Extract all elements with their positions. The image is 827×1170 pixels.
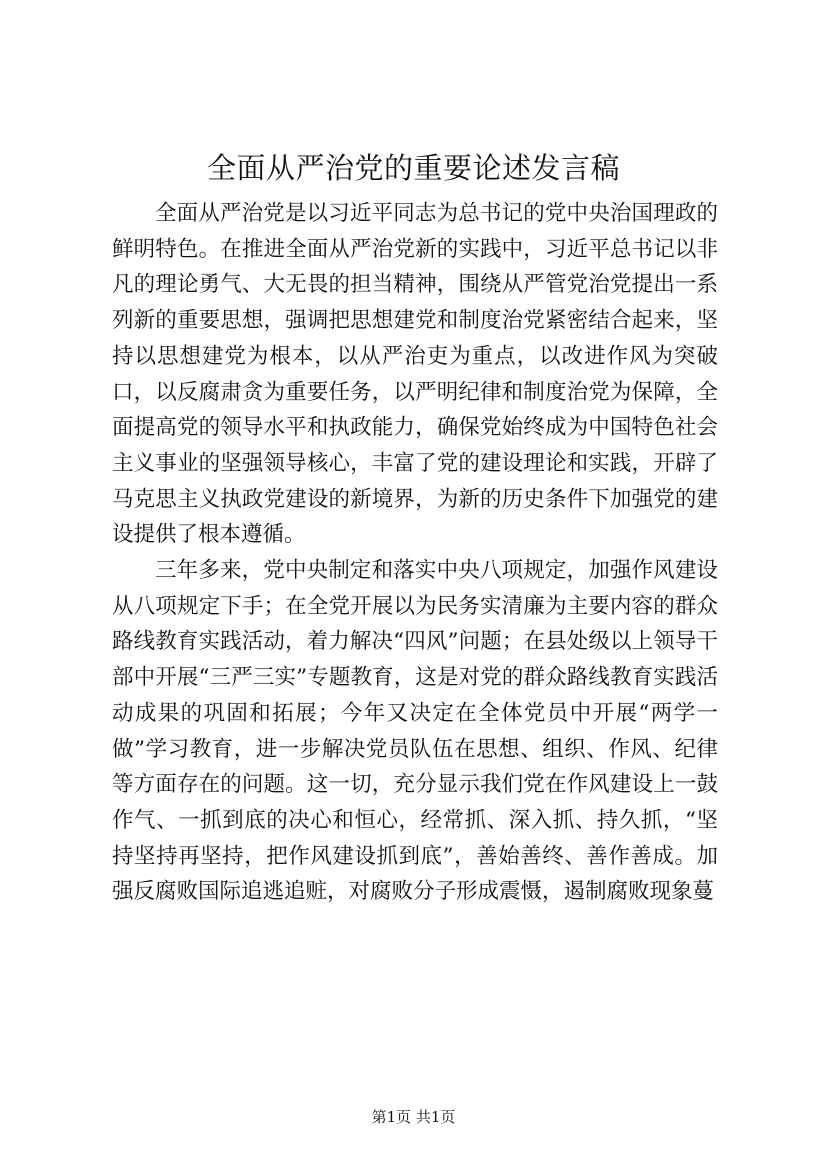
document-body xyxy=(112,196,718,910)
document-title: 全面从严治党的重要论述发言稿 xyxy=(206,151,620,185)
paragraph-1: 全面从严治党是以习近平同志为总书记的党中央治国理政的鲜明特色。在推进全面从严治党新的实践中，习近平总书记以非凡的理论勇气、大无畏的担当精神，围绕从严管党治党提出一系列新的重要思想，强调把思想建党和制度治党紧密结合起来，坚持以思想建党为根本，以从严治吏为重点，以改进作风为突破口，以反腐肃贪为重要任务，以严明纪律和制度治党为保障，全面提高党的领导水平和执政能力，确保党始终成为中国特色社会主义事业的坚强领导核心，丰富了党的建设理论和实践，开辟了马克思主义执政党建设的新境界，为新的历史条件下加强党的建设提供了根本遵循。 xyxy=(112,201,718,548)
page-footer xyxy=(0,1107,827,1127)
page-total: 共1页 xyxy=(415,1108,456,1126)
paragraph-2: 三年多来，党中央制定和落实中央八项规定，加强作风建设从八项规定下手；在全党开展以为民务实清廉为主要内容的群众路线教育实践活动，着力解决“四风”问题；在县处级以上领导干部中开展“三严三实”专题教育，这是对党的群众路线教育实践活动成果的巩固和拓展；今年又决定在全体党员中开展“两学一做”学习教育，进一步解决党员队伍在思想、组织、作风、纪律等方面存在的问题。这一切，充分显示我们党在作风建设上一鼓作气、一抓到底的决心和恒心，经常抓、深入抓、持久抓，“坚持坚持再坚持，把作风建设抓到底”，善始善终、善作善成。加强反腐败国际追逃追赃，对腐败分子形成震慑，遏制腐败现象蔓 xyxy=(112,558,718,905)
page-number: 第1页 xyxy=(371,1108,412,1126)
